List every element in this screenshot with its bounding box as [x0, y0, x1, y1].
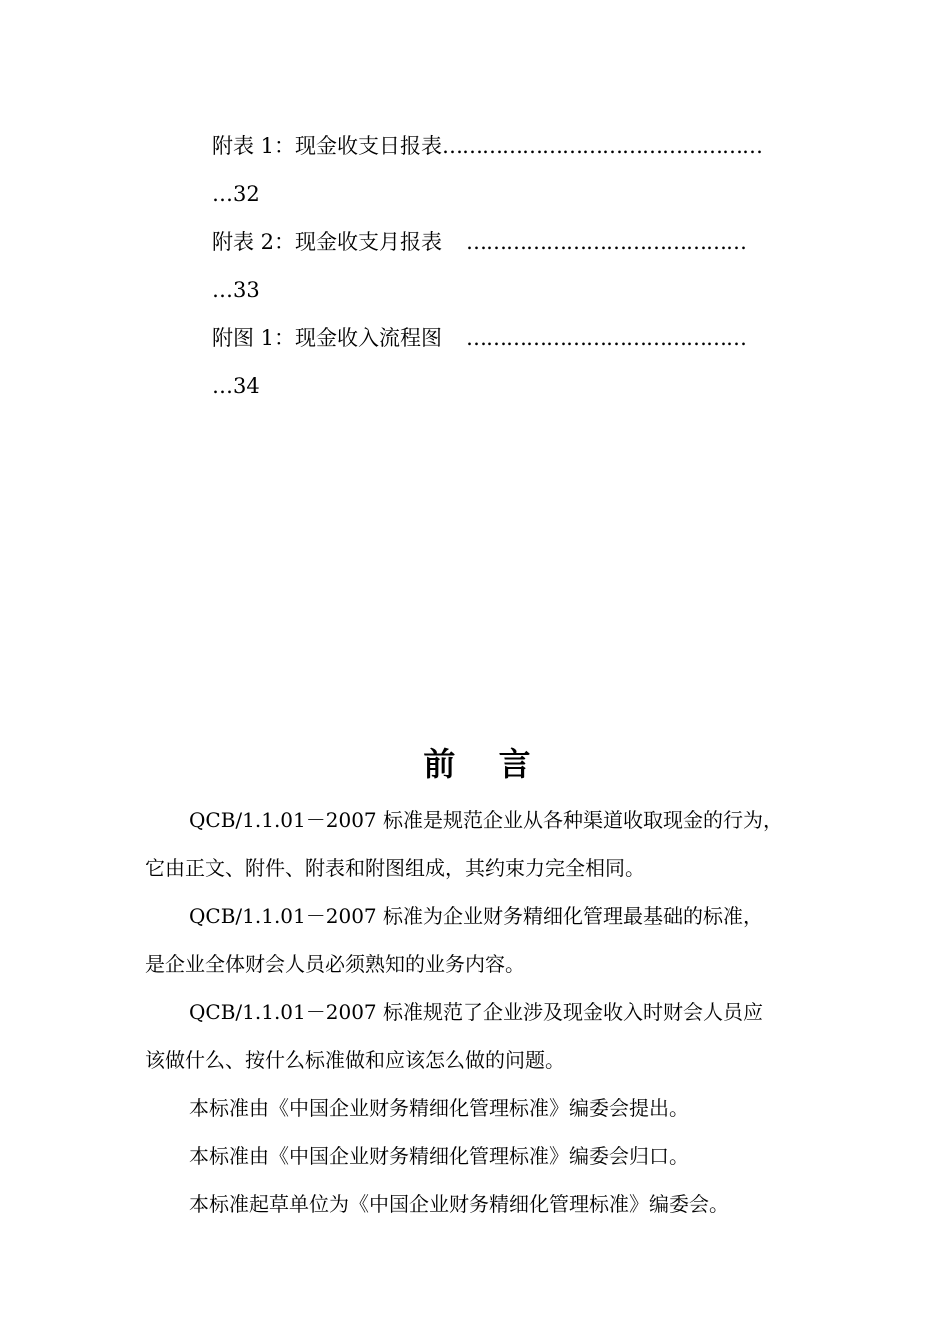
preface-paragraph — [145, 892, 825, 988]
paragraph-line: 它由正文、附件、附表和附图组成，其约束力完全相同。 — [145, 856, 645, 880]
toc-entry-label: 附图 1：现金收入流程图 — [212, 326, 443, 350]
toc-page-number: …34 — [212, 374, 260, 398]
toc-leader-dots: …………………………………… — [466, 230, 747, 254]
toc-page-number: …32 — [212, 182, 260, 206]
toc-entry-label: 附表 2：现金收支月报表 — [212, 230, 443, 254]
toc-leader-dots: ………………………………………… — [442, 134, 763, 158]
preface-paragraph — [145, 1084, 825, 1132]
paragraph-line: QCB/1.1.01－2007 标准规范了企业涉及现金收入时财会人员应 — [189, 1000, 764, 1024]
preface-paragraph — [145, 1180, 825, 1228]
toc-entry-appendix-table-1[interactable] — [212, 122, 812, 170]
paragraph-line: 本标准由《中国企业财务精细化管理标准》编委会归口。 — [189, 1144, 689, 1168]
toc-leader-dots: …………………………………… — [466, 326, 747, 350]
toc-entry-appendix-figure-1[interactable] — [212, 314, 812, 362]
table-of-contents — [212, 122, 812, 410]
preface-paragraph — [145, 1132, 825, 1180]
toc-entry-label: 附表 1：现金收支日报表 — [212, 134, 443, 158]
paragraph-line: 本标准由《中国企业财务精细化管理标准》编委会提出。 — [189, 1096, 689, 1120]
toc-page-number: …33 — [212, 278, 260, 302]
paragraph-line: QCB/1.1.01－2007 标准为企业财务精细化管理最基础的标准， — [189, 904, 764, 928]
preface-title: 前 言 — [423, 745, 547, 783]
paragraph-line: 本标准起草单位为《中国企业财务精细化管理标准》编委会。 — [189, 1192, 729, 1216]
paragraph-line: 是企业全体财会人员必须熟知的业务内容。 — [145, 952, 525, 976]
preface-paragraph — [145, 988, 825, 1084]
paragraph-line: 该做什么、按什么标准做和应该怎么做的问题。 — [145, 1048, 565, 1072]
preface-paragraph — [145, 796, 825, 892]
preface-section — [145, 736, 825, 1228]
paragraph-line: QCB/1.1.01－2007 标准是规范企业从各种渠道收取现金的行为， — [189, 808, 784, 832]
toc-entry-appendix-table-2[interactable] — [212, 218, 812, 266]
